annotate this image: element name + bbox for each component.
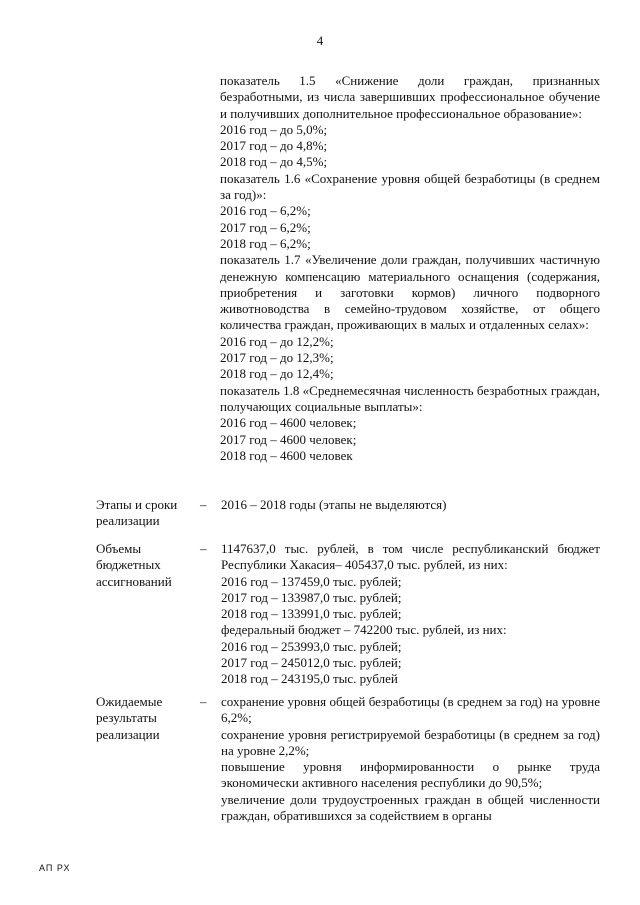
result-item: сохранение уровня общей безработицы (в среднем за год) на уровне 6,2%; (221, 694, 600, 726)
funding-line: 2017 год – 245012,0 тыс. рублей; (221, 655, 402, 671)
funding-line: 2016 год – 137459,0 тыс. рублей; (221, 573, 402, 589)
funding-total: 1147637,0 тыс. рублей, в том числе республиканский бюджет Республики Хакасия– 405437,0 тыс. рублей, из них: (221, 541, 600, 573)
results-dash: – (200, 694, 207, 709)
funding-line: 2017 год – 133987,0 тыс. рублей; (221, 589, 402, 605)
indicator-line: 2017 год – 4600 человек; (220, 431, 357, 447)
funding-dash: – (200, 541, 207, 556)
indicator-line: 2016 год – 6,2%; (220, 203, 311, 219)
indicator-1-8-title: показатель 1.8 «Среднемесячная численность безработных граждан, получающих социальные выплаты»: (220, 382, 600, 414)
funding-line: 2018 год – 133991,0 тыс. рублей; (221, 606, 402, 622)
funding-label: Объемы бюджетных ассигнований (96, 541, 172, 589)
stages-section (96, 497, 600, 530)
funding-line: 2016 год – 253993,0 тыс. рублей; (221, 638, 402, 654)
indicator-line: 2017 год – до 12,3%; (220, 350, 334, 366)
indicators-section (220, 73, 600, 464)
funding-content (221, 541, 600, 688)
indicator-line: 2018 год – до 4,5%; (220, 154, 328, 170)
indicator-line: 2016 год – до 5,0%; (220, 121, 328, 137)
indicator-line: 2017 год – 6,2%; (220, 219, 311, 235)
stages-dash: – (200, 497, 207, 512)
results-label: Ожидаемые результаты реализации (96, 694, 163, 742)
indicator-line: 2017 год – до 4,8%; (220, 138, 328, 154)
indicator-1-6-title: показатель 1.6 «Сохранение уровня общей безработицы (в среднем за год)»: (220, 170, 600, 203)
indicator-line: 2018 год – до 12,4%; (220, 366, 334, 382)
stages-label: Этапы и сроки реализации (96, 497, 178, 529)
result-item: увеличение доли трудоустроенных граждан в общей численности граждан, обратившихся за содействием в органы (221, 791, 600, 824)
indicators-content (220, 73, 600, 464)
indicator-line: 2018 год – 4600 человек (220, 447, 353, 463)
indicator-line: 2016 год – до 12,2%; (220, 333, 334, 349)
indicator-line: 2016 год – 4600 человек; (220, 415, 357, 431)
result-item: повышение уровня информированности о рынке труда экономически активного населения республики до 90,5%; (221, 759, 600, 791)
funding-section (96, 541, 600, 688)
results-section (96, 694, 600, 824)
results-content (221, 694, 600, 824)
footer-mark: АП РХ (39, 863, 71, 873)
indicator-1-7-title: показатель 1.7 «Увеличение доли граждан, получивших частичную денежную компенсацию материального оснащения (содержания, приобретения и заготовки кормов) личного подворного животноводства в семейно-трудовом хозяйстве, от общего количества граждан, проживающих в малых и отдаленных селах»: (220, 252, 600, 333)
indicator-line: 2018 год – 6,2%; (220, 235, 311, 251)
stages-text: 2016 – 2018 годы (этапы не выделяются) (221, 497, 447, 512)
result-item: сохранение уровня регистрируемой безработицы (в среднем за год) на уровне 2,2%; (221, 726, 600, 758)
funding-federal: федеральный бюджет – 742200 тыс. рублей, из них: (221, 622, 507, 638)
indicator-1-5-title: показатель 1.5 «Снижение доли граждан, признанных безработными, из числа завершивших профессиональное обучение и получивших дополнительное профессиональное образование»: (220, 73, 600, 121)
page-number: 4 (316, 33, 324, 48)
funding-line: 2018 год – 243195,0 тыс. рублей (221, 671, 398, 687)
